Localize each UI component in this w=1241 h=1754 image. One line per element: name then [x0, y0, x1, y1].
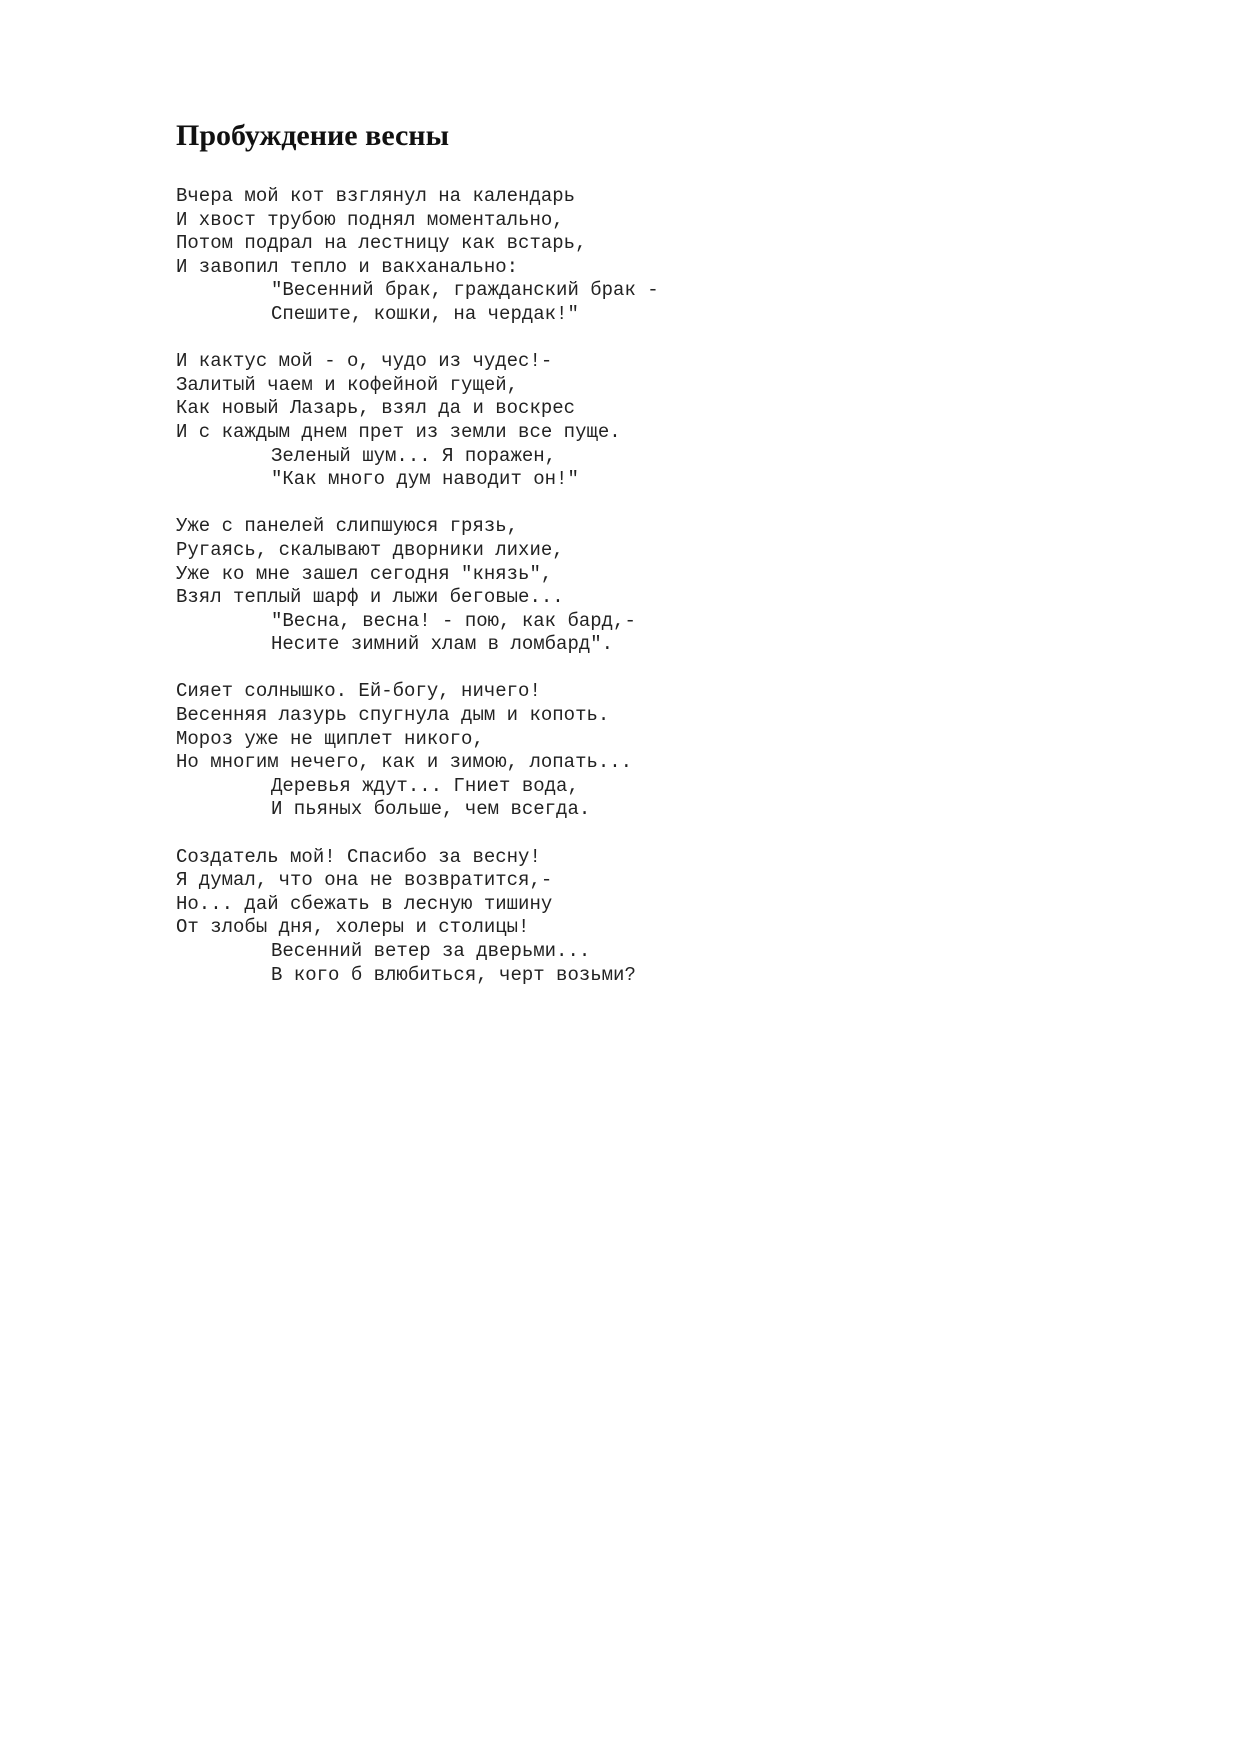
refrain-line: "Как много дум наводит он!"	[271, 468, 579, 491]
poem-line: Весенняя лазурь спугнула дым и копоть.	[176, 704, 610, 727]
refrain-line: Весенний ветер за дверьми...	[271, 940, 591, 962]
stanza-3	[176, 515, 659, 657]
poem-line: Уже с панелей слипшуюся грязь,	[176, 515, 519, 538]
poem-line: Вчера мой кот взглянул на календарь	[176, 185, 576, 207]
poem-line: Уже ко мне зашел сегодня "князь",	[176, 562, 553, 585]
stanza-4	[176, 680, 659, 822]
refrain-line: "Весенний брак, гражданский брак -	[271, 279, 659, 302]
poem-line: Я думал, что она не возвратится,-	[176, 869, 553, 892]
poem-line: Как новый Лазарь, взял да и воскрес	[176, 397, 576, 420]
poem-line: И хвост трубою поднял моментально,	[176, 208, 564, 231]
poem-line: Залитый чаем и кофейной гущей,	[176, 373, 519, 396]
poem-body	[176, 185, 659, 1011]
poem-line: И кактус мой - о, чудо из чудес!-	[176, 350, 553, 373]
stanza-1	[176, 185, 659, 327]
poem-title: Пробуждение весны	[176, 119, 450, 152]
refrain-line: Деревья ждут... Гниет вода,	[271, 774, 579, 797]
poem-line: Взял теплый шарф и лыжи беговые...	[176, 586, 564, 609]
poem-line: Но многим нечего, как и зимою, лопать...	[176, 751, 633, 774]
refrain-line: И пьяных больше, чем всегда.	[271, 798, 591, 821]
refrain-line: Зеленый шум... Я поражен,	[271, 444, 557, 467]
poem-line: Мороз уже не щиплет никого,	[176, 727, 484, 750]
refrain-line: Спешите, кошки, на чердак!"	[271, 302, 579, 325]
poem-line: Создатель мой! Спасибо за весну!	[176, 845, 541, 868]
poem-line: Потом подрал на лестницу как встарь,	[176, 232, 587, 255]
poem-line: Сияет солнышко. Ей-богу, ничего!	[176, 680, 541, 703]
poem-line: И завопил тепло и вакханально:	[176, 255, 519, 278]
stanza-5	[176, 846, 659, 988]
refrain-line: "Весна, весна! - пою, как бард,-	[271, 609, 636, 632]
refrain-line: В кого б влюбиться, черт возьми?	[271, 963, 636, 986]
poem-line: И с каждым днем прет из земли все пуще.	[176, 420, 621, 443]
poem-line: Ругаясь, скалывают дворники лихие,	[176, 538, 564, 561]
stanza-2	[176, 350, 659, 492]
poem-line: От злобы дня, холеры и столицы!	[176, 916, 530, 939]
poem-line: Но... дай сбежать в лесную тишину	[176, 892, 553, 915]
refrain-line: Несите зимний хлам в ломбард".	[271, 633, 614, 656]
